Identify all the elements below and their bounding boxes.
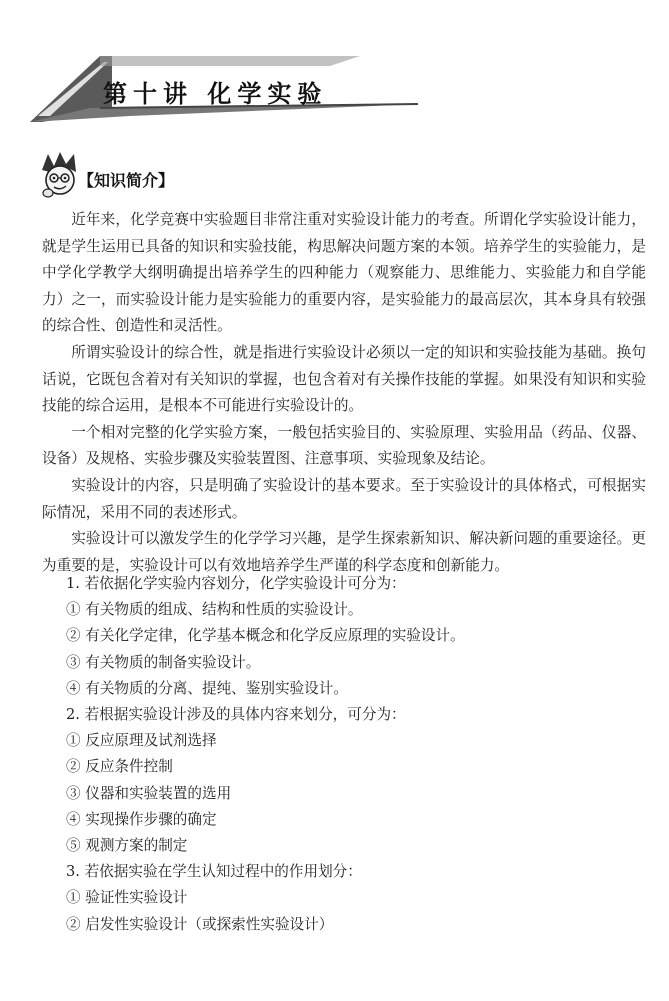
paragraph: 一个相对完整的化学实验方案，一般包括实验目的、实验原理、实验用品（药品、仪器、设备）及规格、实验步骤及实验装置图、注意事项、实验现象及结论。 bbox=[42, 423, 646, 468]
list-item: ② 启发性实验设计（或探索性实验设计） bbox=[66, 915, 334, 933]
list-item: ② 有关化学定律，化学基本概念和化学反应原理的实验设计。 bbox=[66, 627, 465, 645]
list-item: ④ 有关物质的分离、提纯、鉴别实验设计。 bbox=[66, 679, 348, 697]
cartoon-character-icon bbox=[38, 150, 82, 204]
chapter-banner-graphic bbox=[0, 0, 669, 130]
paragraph: 实验设计可以激发学生的化学学习兴趣，是学生探索新知识、解决新问题的重要途径。更为重要的是，实验设计可以有效地培养学生严谨的科学态度和创新能力。 bbox=[42, 530, 646, 574]
list-item: ① 验证性实验设计 bbox=[66, 889, 188, 907]
list-item: ③ 仪器和实验装置的选用 bbox=[66, 784, 232, 802]
intro-text bbox=[42, 207, 646, 579]
section-label: 【知识简介】 bbox=[78, 171, 175, 190]
list-item: ① 有关物质的组成、结构和性质的实验设计。 bbox=[66, 601, 363, 619]
list-item: 1. 若依据化学实验内容划分，化学实验设计可分为： bbox=[66, 575, 406, 592]
list-item: ② 反应条件控制 bbox=[66, 758, 173, 776]
paragraph: 近年来，化学竞赛中实验题目非常注重对实验设计能力的考查。所谓化学实验设计能力，就是学生运用已具备的知识和实验技能，构思解决问题方案的本领。培养学生的实验能力，是中学化学教学大纲明确提出培养学生的四种能力（观察能力、思维能力、实验能力和自学能力）之一，而实验设计能力是实验能力的重要内容，是实验能力的最高层次，其本身具有较强的综合性、创造性和灵活性。 bbox=[42, 211, 646, 335]
classification-list bbox=[66, 571, 636, 938]
list-item: ⑤ 观测方案的制定 bbox=[66, 837, 188, 855]
paragraph: 实验设计的内容，只是明确了实验设计的基本要求。至于实验设计的具体格式，可根据实际情况，采用不同的表述形式。 bbox=[42, 476, 646, 521]
list-item: 3. 若依据实验在学生认知过程中的作用划分： bbox=[66, 863, 362, 881]
list-item: 2. 若根据实验设计涉及的具体内容来划分，可分为： bbox=[66, 706, 406, 724]
list-item: ③ 有关物质的制备实验设计。 bbox=[66, 653, 261, 671]
paragraph: 所谓实验设计的综合性，就是指进行实验设计必须以一定的知识和实验技能为基础。换句话说，它既包含着对有关知识的掌握，也包含着对有关操作技能的掌握。如果没有知识和实验技能的综合运用，是根本不可能进行实验设计的。 bbox=[42, 343, 646, 415]
list-item: ④ 实现操作步骤的确定 bbox=[66, 810, 217, 828]
chapter-title: 第十讲 化学实验 bbox=[103, 80, 328, 108]
list-item: ① 反应原理及试剂选择 bbox=[66, 732, 217, 750]
chapter-banner bbox=[0, 0, 669, 130]
